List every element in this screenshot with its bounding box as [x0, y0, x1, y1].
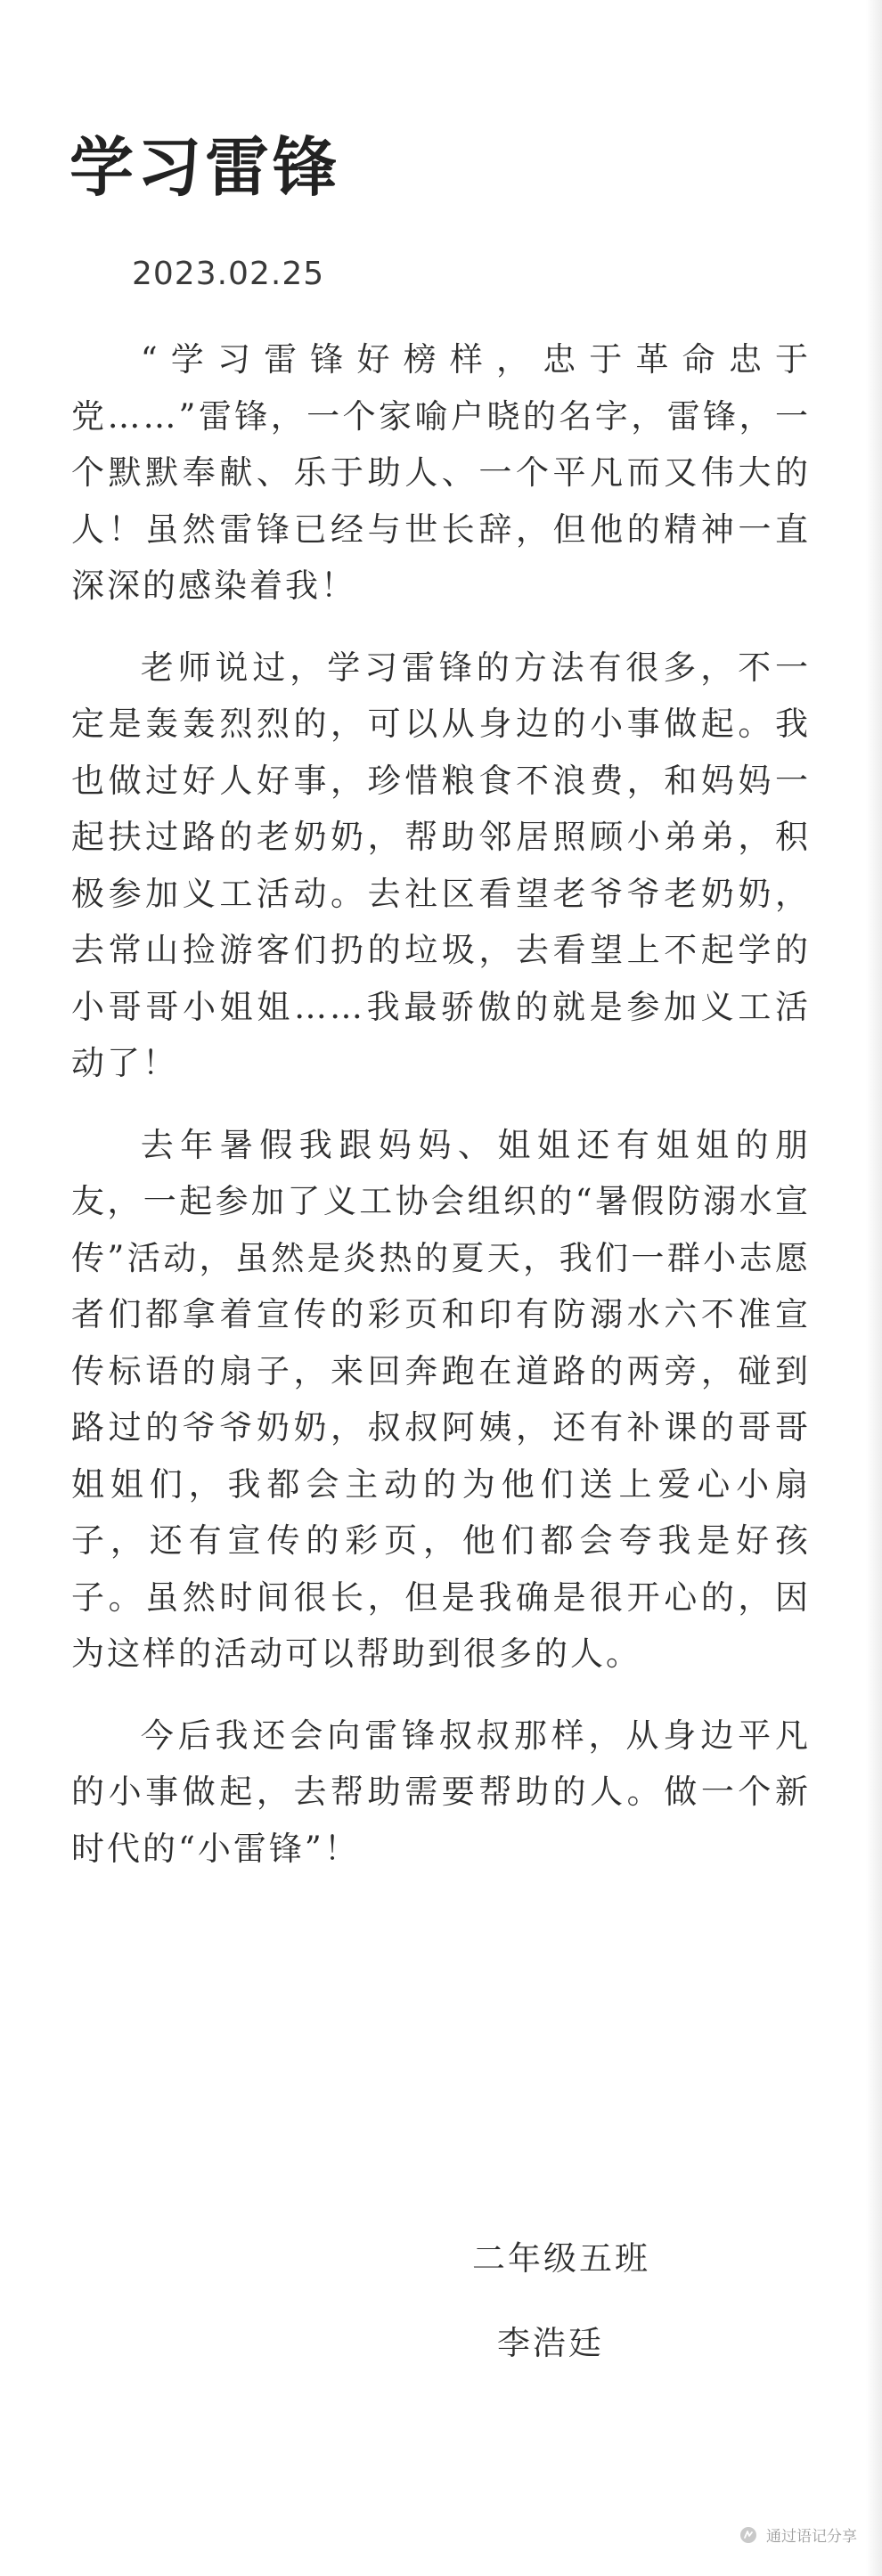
page-edge-shade — [866, 0, 882, 2576]
share-footer-text: 通过语记分享 — [766, 2528, 857, 2546]
paragraph-4: 今后我还会向雷锋叔叔那样，从身边平凡的小事做起，去帮助需要帮助的人。做一个新时代的“小雷锋”！ — [71, 1716, 811, 1868]
document-body — [71, 331, 811, 1877]
paragraph-1: “学习雷锋好榜样，忠于革命忠于党……”雷锋，一个家喻户晓的名字，雷锋，一个默默奉献、乐于助人、一个平凡而又伟大的人！虽然雷锋已经与世长辞，但他的精神一直深深的感染着我！ — [71, 340, 811, 605]
document-title: 学习雷锋 — [69, 129, 341, 205]
signature-class: 二年级五班 — [472, 2239, 650, 2278]
app-logo-icon — [739, 2526, 757, 2544]
document-date: 2023.02.25 — [132, 256, 325, 292]
share-footer[interactable] — [739, 2523, 857, 2546]
signature-name: 李浩廷 — [497, 2324, 604, 2362]
paragraph-2: 老师说过，学习雷锋的方法有很多，不一定是轰轰烈烈的，可以从身边的小事做起。我也做过好人好事，珍惜粮食不浪费，和妈妈一起扶过路的老奶奶，帮助邻居照顾小弟弟，积极参加义工活动。去社区看望老爷爷老奶奶，去常山捡游客们扔的垃圾，去看望上不起学的小哥哥小姐姐……我最骄傲的就是参加义工活动了！ — [71, 648, 811, 1082]
paragraph-3: 去年暑假我跟妈妈、姐姐还有姐姐的朋友，一起参加了义工协会组织的“暑假防溺水宣传”活动，虽然是炎热的夏天，我们一群小志愿者们都拿着宣传的彩页和印有防溺水六不准宣传标语的扇子，来回奔跑在道路的两旁，碰到路过的爷爷奶奶，叔叔阿姨，还有补课的哥哥姐姐们，我都会主动的为他们送上爱心小扇子，还有宣传的彩页，他们都会夸我是好孩子。虽然时间很长，但是我确是很开心的，因为这样的活动可以帮助到很多的人。 — [71, 1125, 811, 1673]
